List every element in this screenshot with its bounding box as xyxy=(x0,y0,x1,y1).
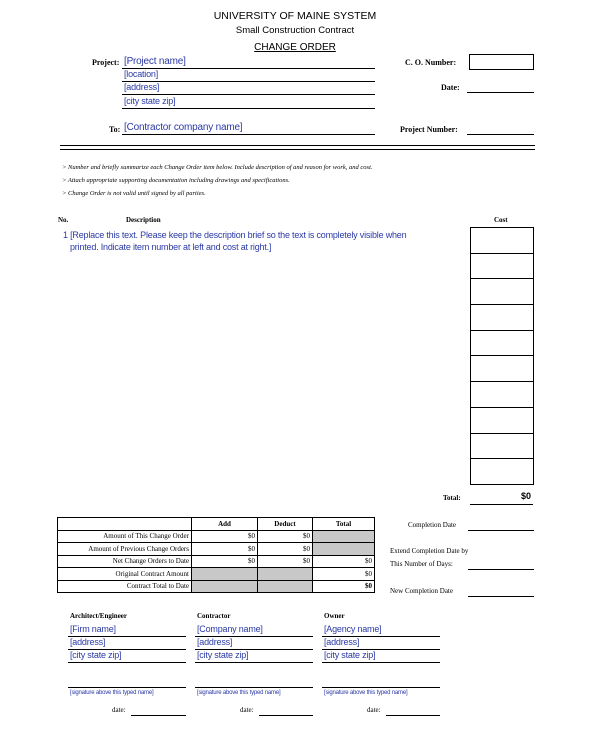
owner-date-input[interactable] xyxy=(386,715,440,716)
contractor-name-field[interactable]: [Contractor company name] xyxy=(124,122,243,133)
total-header: Total xyxy=(313,518,375,531)
co-number-label: C. O. Number: xyxy=(405,58,457,67)
project-label: Project: xyxy=(92,58,120,67)
page-title: CHANGE ORDER xyxy=(254,42,336,53)
owner-signature-placeholder: [signature above this typed name] xyxy=(324,690,408,696)
contractor-city-field[interactable]: [city state zip] xyxy=(197,650,249,660)
cost-cell[interactable] xyxy=(471,228,534,254)
col-no-header: No. xyxy=(58,216,69,224)
org-title: UNIVERSITY OF MAINE SYSTEM xyxy=(213,10,377,22)
extend-days-input[interactable] xyxy=(468,569,534,570)
architect-heading: Architect/Engineer xyxy=(70,612,128,620)
cost-cell[interactable] xyxy=(471,330,534,356)
total-label: Total: xyxy=(443,494,461,502)
owner-city-field[interactable]: [city state zip] xyxy=(324,650,376,660)
project-number-label: Project Number: xyxy=(400,125,458,134)
new-completion-date-label: New Completion Date xyxy=(390,587,453,595)
project-number-input[interactable] xyxy=(467,134,534,135)
cost-column xyxy=(470,227,534,485)
table-row: Contract Total to Date $0 xyxy=(58,580,375,593)
table-row: Net Change Orders to Date $0 $0 $0 xyxy=(58,555,375,568)
col-description-header: Description xyxy=(126,216,161,224)
add-header: Add xyxy=(192,518,258,531)
architect-date-input[interactable] xyxy=(131,715,186,716)
contractor-firm-field[interactable]: [Company name] xyxy=(197,624,263,634)
deduct-header: Deduct xyxy=(258,518,313,531)
table-row: Amount of Previous Change Orders $0 $0 xyxy=(58,543,375,556)
date-label: Date: xyxy=(441,83,460,92)
item-description-line2[interactable]: printed. Indicate item number at left and cost at right.] xyxy=(70,242,272,252)
project-name-field[interactable]: [Project name] xyxy=(124,56,186,67)
contractor-date-input[interactable] xyxy=(259,715,313,716)
owner-date-label: date: xyxy=(367,706,381,714)
architect-signature-placeholder: [signature above this typed name] xyxy=(70,690,154,696)
owner-agency-field[interactable]: [Agency name] xyxy=(324,624,382,634)
cost-cell[interactable] xyxy=(471,305,534,331)
owner-address-field[interactable]: [address] xyxy=(324,637,360,647)
cost-cell[interactable] xyxy=(471,279,534,305)
project-address-field[interactable]: [address] xyxy=(124,82,160,92)
contractor-heading: Contractor xyxy=(197,612,231,620)
cost-cell[interactable] xyxy=(471,407,534,433)
new-completion-date-input[interactable] xyxy=(468,596,534,597)
contractor-date-label: date: xyxy=(240,706,254,714)
completion-date-label: Completion Date xyxy=(408,521,457,529)
contract-subtitle: Small Construction Contract xyxy=(235,25,355,36)
col-cost-header: Cost xyxy=(494,216,508,224)
owner-heading: Owner xyxy=(324,612,345,620)
summary-table xyxy=(57,517,375,593)
table-row: Amount of This Change Order $0 $0 xyxy=(58,530,375,543)
contractor-signature-line[interactable] xyxy=(195,687,313,688)
cost-cell[interactable] xyxy=(471,382,534,408)
owner-signature-line[interactable] xyxy=(322,687,440,688)
extend-label-line2: This Number of Days: xyxy=(390,560,453,568)
to-label: To: xyxy=(109,125,121,134)
cost-cell[interactable] xyxy=(471,253,534,279)
instruction-1: > Number and briefly summarize each Change Order item below. Include description of and reason for work, and cost. xyxy=(62,164,373,171)
architect-signature-line[interactable] xyxy=(68,687,186,688)
total-value: $0 xyxy=(520,491,531,501)
table-row: Original Contract Amount $0 xyxy=(58,568,375,581)
cost-cell[interactable] xyxy=(471,433,534,459)
cost-cell[interactable] xyxy=(471,459,534,485)
instruction-3: > Change Order is not valid until signed by all parties. xyxy=(62,190,206,197)
date-input[interactable] xyxy=(467,92,534,93)
item-number[interactable]: 1 [Replace this text. Please keep the description brief so the text is completely visible when xyxy=(63,230,407,240)
cost-cell[interactable] xyxy=(471,356,534,382)
project-location-field[interactable]: [location] xyxy=(124,69,159,79)
architect-date-label: date: xyxy=(112,706,126,714)
architect-firm-field[interactable]: [Firm name] xyxy=(70,624,116,634)
architect-city-field[interactable]: [city state zip] xyxy=(70,650,122,660)
instruction-2: > Attach appropriate supporting documentation including drawings and specifications. xyxy=(62,177,290,184)
contractor-address-field[interactable]: [address] xyxy=(197,637,233,647)
co-number-input[interactable] xyxy=(469,54,534,70)
contractor-signature-placeholder: [signature above this typed name] xyxy=(197,690,281,696)
extend-label-line1: Extend Completion Date by xyxy=(390,547,469,555)
completion-date-input[interactable] xyxy=(468,530,534,531)
architect-address-field[interactable]: [address] xyxy=(70,637,106,647)
project-city-field[interactable]: [city state zip] xyxy=(124,96,176,106)
